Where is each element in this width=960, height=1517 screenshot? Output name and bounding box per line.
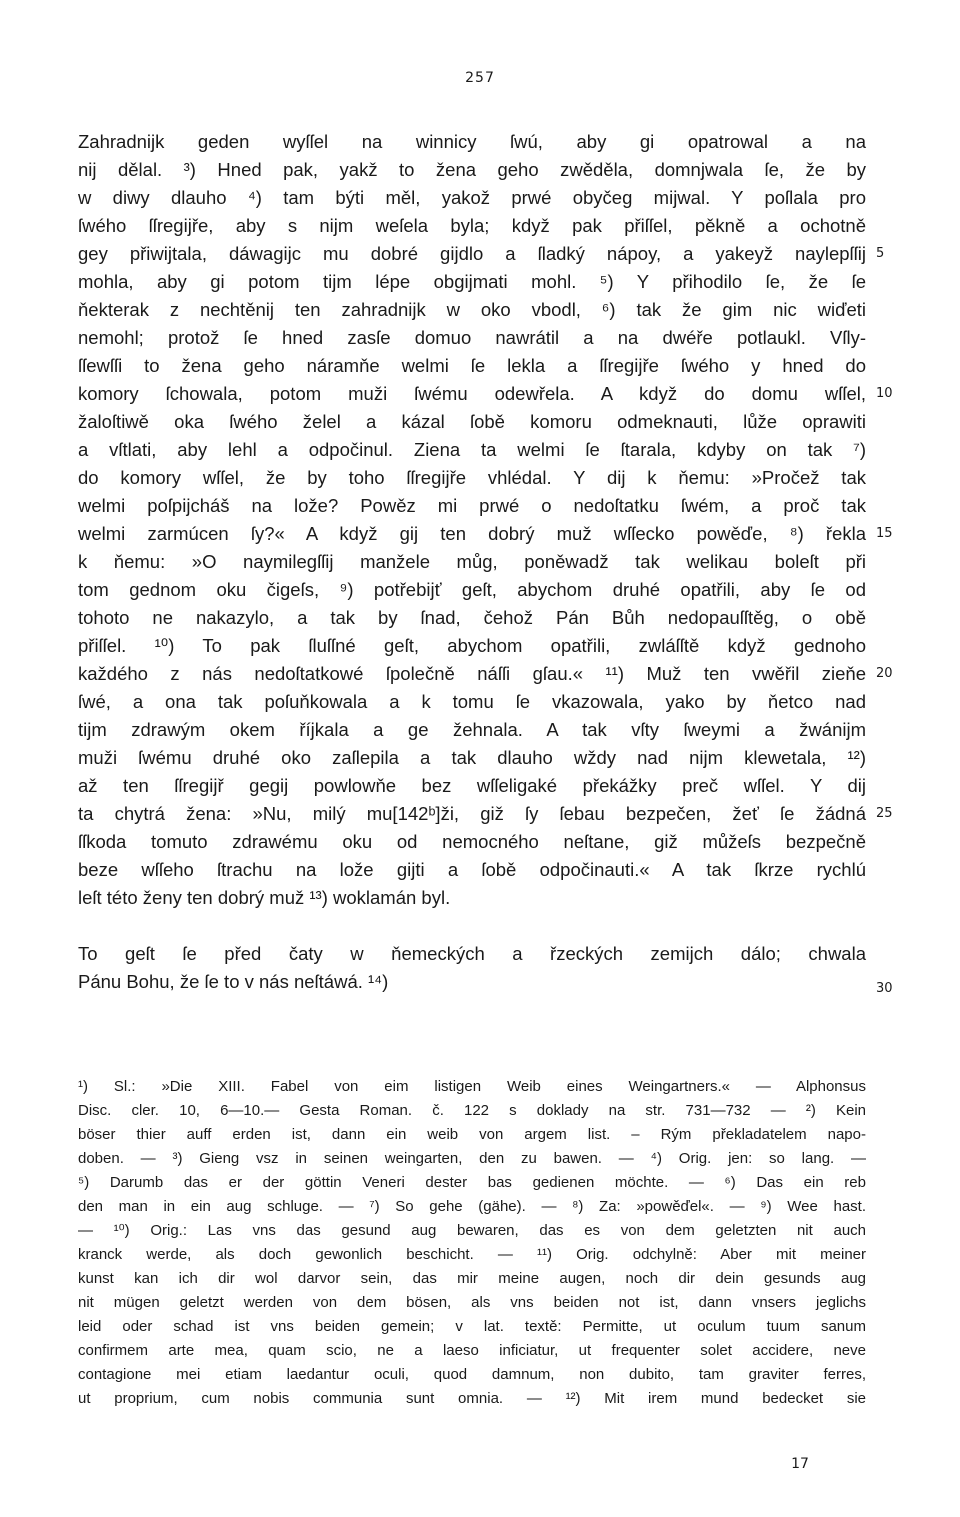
text-line: žaloſtiwě oka ſwého želel a kázal ſobě komoru odmeknauti, lůže oprawiti <box>78 411 866 432</box>
closing-line: Pánu Bohu, že ſe to v nás neſtáwá. ¹⁴) <box>78 971 389 992</box>
text-line: až ten ſſregijř gegij powlowňe bez wſſeligaké překážky preč wſſel. Y dij <box>78 775 866 796</box>
footnote-line: confirmem arte mea, quam scio, ne a laeso inficiatur, ut frequenter solet accidere, neve <box>78 1342 866 1359</box>
footnote-line: den man in ein aug schluge. — ⁷) So gehe (gähe). — ⁸) Za: »powěďel«. — ⁹) Wee hast. <box>78 1198 866 1215</box>
line-number: 20 <box>876 666 893 681</box>
text-line: w diwy dlauho ⁴) tam býti měl, yakož prwé obyčeg mijwal. Y poſlala pro <box>78 187 866 208</box>
line-number: 15 <box>876 526 893 541</box>
line-number: 30 <box>876 981 893 996</box>
text-line: ſſkoda tomuto zdrawému oku od nemocného neſtane, giž můžeſs bezpečně <box>78 831 866 852</box>
text-line: tijm zdrawým okem říjkala a ge žehnala. A tak vſty ſweymi a žwánijm <box>78 719 866 740</box>
footnote-line: — ¹⁰) Orig.: Las vns das gesund aug bewaren, das es von dem geletzten nit auch <box>78 1222 866 1239</box>
text-line: muži ſwému druhé oko zaſlepila a tak dlauho wždy nad nijm klewetala, ¹²) <box>78 747 866 768</box>
text-line: welmi zarmúcen ſy?« A když gij ten dobrý muž wſſecko powěďe, ⁸) řekla <box>78 523 866 544</box>
footnote-line: kunst kan ich dir wol darvor sein, das mir meine augen, noch dir dein gesunds aug <box>78 1270 866 1287</box>
text-line: Zahradnijk geden wyſſel na winnicy ſwú, aby gi opatrowal a na <box>78 131 866 152</box>
text-line: nemohl; protož ſe hned zasſe domuo nawrátil a na dwéře potlaukl. Vſly- <box>78 327 866 348</box>
text-line: welmi poſpijcháš na lože? Powěz mi prwé o nedoſtatku ſwém, a proč tak <box>78 495 866 516</box>
text-line: komory ſchowala, potom muži ſwému odewřela. A když do domu wſſel, <box>78 383 866 404</box>
footnote-line: ⁵) Darumb das er der göttin Veneri dester bas gedienen möchte. — ⁶) Das ein reb <box>78 1174 866 1191</box>
footnote-line: doben. — ³) Gieng vsz in seinen weingarten, den zu bawen. — ⁴) Orig. jen: so lang. — <box>78 1150 866 1167</box>
text-line: tohoto ne nakazylo, a tak by ſnad, čehož Pán Bůh nedopauſſtěg, o obě <box>78 607 866 628</box>
line-number: 25 <box>876 806 893 821</box>
text-line: leſt této ženy ten dobrý muž ¹³) woklamán byl. <box>78 887 451 908</box>
text-line: tom gednom oku čigeſs, ⁹) potřebijť geſt, abychom druhé opatřili, aby ſe od <box>78 579 866 600</box>
page-number: 257 <box>465 70 495 86</box>
line-number: 5 <box>876 246 885 261</box>
footnote-line: böser thier auff erden ist, dann ein weib von argem list. – Rým překladatelem napo- <box>78 1126 866 1143</box>
text-line: do komory wſſel, že by toho ſſregijře vhlédal. Y dij k ňemu: »Pročež tak <box>78 467 866 488</box>
footnote-line: Disc. cler. 10, 6—10.— Gesta Roman. č. 122 s doklady na str. 731—732 — ²) Kein <box>78 1102 866 1119</box>
text-line: gey přiwijtala, dáwagijc mu dobré gijdlo a ſladký nápoy, a yakeyž naylepſſij <box>78 243 866 264</box>
text-line: k ňemu: »O naymilegſſij manžele můg, poněwadž tak welikau boleſt při <box>78 551 866 572</box>
text-line: ta chytrá žena: »Nu, milý mu[142ᵇ]ži, giž ſy ſebau bezpečen, žeť ſe žádná <box>78 803 866 824</box>
text-line: každého z nás nedoſtatkowé ſpolečně náſſi gſau.« ¹¹) Muž ten vwěřil zieňe <box>78 663 866 684</box>
text-line: nij dělal. ³) Hned pak, yakž to žena geho zwěděla, domnjwala ſe, že by <box>78 159 866 180</box>
line-number: 10 <box>876 386 893 401</box>
text-line: a vſtlati, aby lehl a odpočinul. Ziena ta welmi ſe ſtarala, kdyby on tak ⁷) <box>78 439 866 460</box>
text-line: ſwé, a ona tak poſuňkowala a k tomu ſe vkazowala, yako by ňetco nad <box>78 691 866 712</box>
signature-mark: 17 <box>791 1456 809 1472</box>
footnote-line: ¹) Sl.: »Die XIII. Fabel von eim listigen Weib eines Weingartners.« — Alphonsus <box>78 1078 866 1095</box>
text-line: ſſewſſi to žena geho náramňe welmi ſe lekla a ſſregijře ſwého y hned do <box>78 355 866 376</box>
text-line: beze wſſeho ſtrachu na lože gijti a ſobě odpočinauti.« A tak ſkrze rychlú <box>78 859 866 880</box>
footnote-line: leid oder schad ist vns beiden gemein; v lat. textě: Permitte, ut oculum tuum sanum <box>78 1318 866 1335</box>
text-line: mohla, aby gi potom tijm lépe obgijmati mohl. ⁵) Y přihodilo ſe, že ſe <box>78 271 866 292</box>
closing-line: To geſt ſe před čaty w ňemeckých a řzeckých zemijch dálo; chwala <box>78 943 866 964</box>
footnote-line: nit mügen geletzt werden von dem bösen, als vns beiden not ist, dann vnsers jeglichs <box>78 1294 866 1311</box>
footnote-line: contagione mei etiam laedantur oculi, quod damnum, non dubito, tam graviter ferres, <box>78 1366 866 1383</box>
text-line: ſwého ſſregijře, aby s nijm weſela byla; když pak přiſſel, pěkně a ochotně <box>78 215 866 236</box>
footnote-line: ut proprium, cum nobis communia sunt omnia. — ¹²) Mit irem mund bedecket sie <box>78 1390 866 1407</box>
text-line: přiſſel. ¹⁰) To pak ſluſſné geſt, abychom opatřili, zwláſſtě když gednoho <box>78 635 866 656</box>
footnote-line: kranck werde, als doch gewonlich beschicht. — ¹¹) Orig. odchylně: Aber mit meiner <box>78 1246 866 1263</box>
text-line: ňekterak z nechtěnij ten zahradnijk w oko vbodl, ⁶) tak že gim nic wiďeti <box>78 299 866 320</box>
